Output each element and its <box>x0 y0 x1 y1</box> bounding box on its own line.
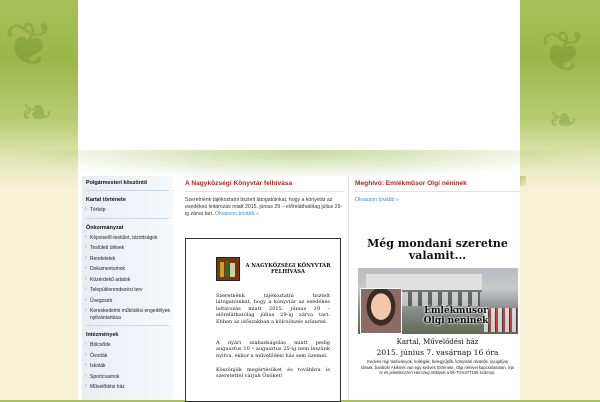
sidebar-section-link[interactable]: Önkormányzat <box>86 224 124 231</box>
poster-date: 2015. június 7. vasárnap 16 óra <box>376 348 499 357</box>
main-content <box>78 176 520 400</box>
news-article-invitation <box>355 176 520 203</box>
sidebar-item[interactable]: › Képviselő-testület, bizottságok <box>82 233 173 244</box>
sidebar-item[interactable]: › Iskolák <box>82 361 173 372</box>
portrait-photo <box>360 288 402 334</box>
sidebar-divider <box>86 325 169 326</box>
sidebar-item[interactable]: › Sportcsarnok <box>82 372 173 383</box>
leaf-ornament-left-2: ❧ <box>20 90 54 136</box>
poster-photo <box>358 268 518 334</box>
sidebar-item[interactable]: › Bölcsőde <box>82 340 173 351</box>
title-rule <box>355 191 520 192</box>
leaf-ornament-left: ❦ <box>4 10 55 80</box>
read-more-link[interactable]: Olvasson tovább » <box>215 211 259 217</box>
news-title[interactable]: A Nagyközségi Könyvtár felhívása <box>185 180 293 187</box>
library-notice-image <box>185 238 341 402</box>
sidebar-item[interactable]: › Kereskedelmi működési engedélyek nyilvántartása <box>82 306 173 323</box>
sidebar-item[interactable]: › Településrendezési terv <box>82 285 173 296</box>
invitation-poster-image <box>355 238 520 400</box>
sidebar-item[interactable]: › Rendeletek <box>82 254 173 265</box>
sidebar-item[interactable]: › Dokumentumok <box>82 264 173 275</box>
news-body: Szeretnénk tájékoztatni tisztelt látogatóinkat, hogy a könyvtár az esedékes leltározás miatt 2015. június 29 – előreláthatólag július 29-ig zárva tart. <box>185 197 343 217</box>
sidebar-item[interactable]: › Óvodák <box>82 351 173 362</box>
notice-paragraph-3: Köszönjük megértésüket és továbbra is szeretettel várjuk Önöket! <box>216 367 330 380</box>
news-excerpt <box>185 197 345 218</box>
title-rule <box>185 191 345 192</box>
leaf-ornament-right: ❦ <box>540 20 587 85</box>
sidebar-divider <box>86 218 169 219</box>
notice-paragraph-1: Szeretnénk tájékoztatni tisztelt látogatóinkat, hogy a könyvtár az esedékes leltározás miatt 2015. június 29 – előreláthatólag július 29-ig zárva tart. Ebben az időszakban a kölcsönzés szünetel. <box>216 293 330 325</box>
news-article-library <box>185 176 345 218</box>
news-title[interactable]: Meghívó: Emlékműsor Olgi néninek <box>355 180 467 187</box>
sidebar-item[interactable]: › Művelődési ház <box>82 382 173 393</box>
poster-small-print: Kedves régi tanítványok, kollégák, belegyűjtők, könyvtári olvasók, nyugdíjas társak, barátok! Akiknek van egy kedves története, Olgi nénivel kapcsolatosan, írja le és jelentkezzen Herczeg Attilánál a 06-70-5377108 számon. <box>361 359 514 375</box>
sidebar-section-link[interactable]: Polgármesteri köszöntő <box>86 180 148 186</box>
sidebar-section-link[interactable]: Kartal története <box>86 197 126 203</box>
poster-overlay-text: Emlékműsor Olgi néninek <box>423 306 489 326</box>
poster-headline: Még mondani szeretne valamit... <box>367 237 508 262</box>
sidebar-nav <box>82 176 173 400</box>
sidebar-item[interactable]: › Üvegzseb <box>82 296 173 307</box>
notice-paragraph-2: A nyári szabadságolás miatt pedig augusztus 10 – augusztus 25-ig nem leszünk nyitva, ekkor a művelődési ház sem üzemel. <box>216 340 330 359</box>
column-divider <box>348 176 349 400</box>
library-logo-icon <box>216 257 240 281</box>
sidebar-divider <box>86 190 169 191</box>
read-more-link[interactable]: Olvasson tovább » <box>355 197 399 203</box>
sidebar-item[interactable]: › Térkép <box>82 205 173 216</box>
sidebar-section-link[interactable]: Intézmények <box>86 332 119 338</box>
leaf-ornament-right-2: ❧ <box>548 100 579 141</box>
notice-title: A NAGYKÖZSÉGI KÖNYVTÁR FELHÍVÁSA <box>245 263 331 275</box>
poster-place: Kartal, Művelődési ház <box>396 338 479 346</box>
sidebar-item[interactable]: › Testületi ülések <box>82 243 173 254</box>
sidebar-item[interactable]: › Közérdekű adatok <box>82 275 173 286</box>
